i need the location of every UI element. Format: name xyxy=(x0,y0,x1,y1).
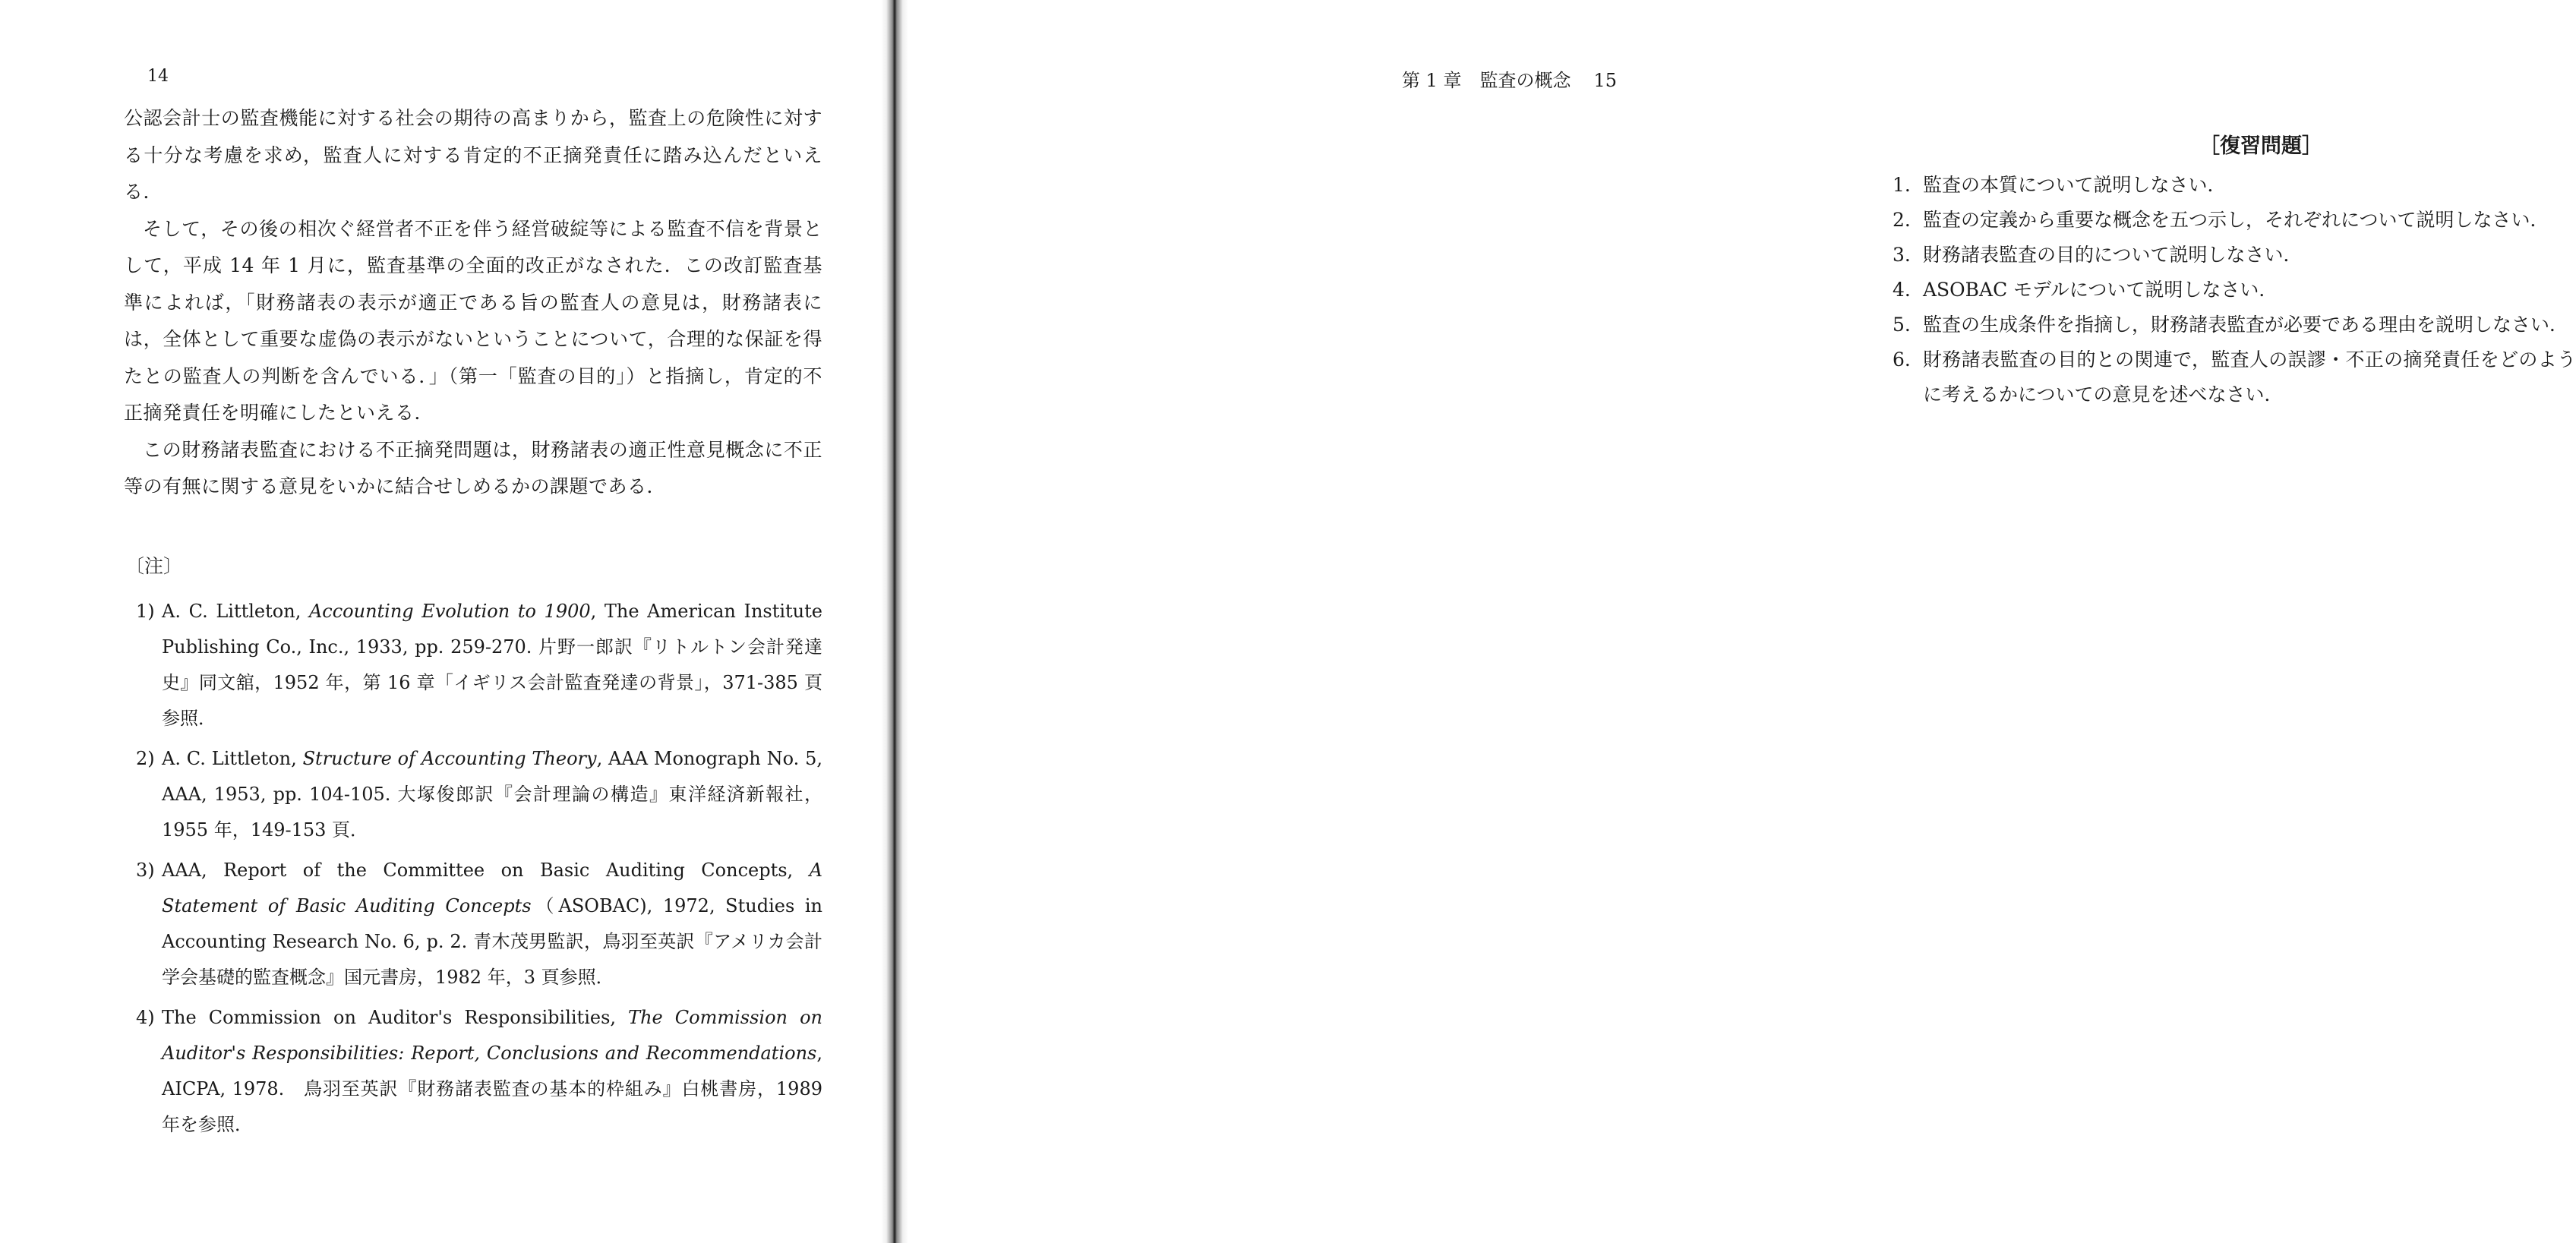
question-number: 3. xyxy=(1893,244,1911,266)
note-text-part: A. C. Littleton, xyxy=(162,748,303,769)
question-text: ASOBAC モデルについて説明しなさい． xyxy=(1923,279,2278,301)
note-book-title: Accounting Evolution to 1900 xyxy=(308,601,591,622)
paragraph: そして，その後の相次ぐ経営者不正を伴う経営破綻等による監査不信を背景として，平成 14 年 1 月に，監査基準の全面的改正がなされた．この改訂監査基準によれば，「財務諸表の表示が適正である旨の監査人の意見は，財務諸表には，全体として重要な虚偽の表示がないということについて，合理的な保証を得たとの監査人の判断を含んでいる．」（第一「監査の目的」）と指摘し，肯定的不正摘発責任を明確にしたといえる． xyxy=(124,217,822,424)
note-book-title: The Commission on Auditor's Responsibilities xyxy=(162,1007,822,1064)
note-text xyxy=(162,594,822,737)
note-text-part: A. C. Littleton, xyxy=(162,601,309,622)
review-questions xyxy=(1893,129,2576,412)
paragraph: 公認会計士の監査機能に対する社会の期待の高まりから，監査上の危険性に対する十分な考慮を求め，監査人に対する肯定的不正摘発責任に踏み込んだといえる． xyxy=(124,107,822,203)
book-gutter xyxy=(881,0,908,1243)
note-text xyxy=(162,741,822,848)
question-item xyxy=(1893,342,2576,412)
note-book-subtitle: Report, Conclusions and Recommendations xyxy=(411,1043,817,1064)
paragraph: この財務諸表監査における不正摘発問題は，財務諸表の適正性意見概念に不正等の有無に関する意見をいかに結合せしめるかの課題である． xyxy=(124,438,822,497)
note-item xyxy=(124,741,822,848)
note-text-part: , The American Institute Publishing Co., Inc., 1933, pp. 259-270. 片野一郎訳『リトルトン会計発達史』同文舘，1952 年，第 16 章「イギリス会計監査発達の背景」，371-385 頁参照． xyxy=(162,601,822,729)
question-item xyxy=(1893,308,2576,342)
question-number: 6. xyxy=(1893,349,1911,371)
note-text-part: AAA, Report of the Committee on Basic Auditing Concepts, xyxy=(162,860,810,881)
question-text: 財務諸表監査の目的について説明しなさい． xyxy=(1923,244,2303,266)
body-text xyxy=(124,100,822,506)
question-text: 監査の生成条件を指摘し，財務諸表監査が必要である理由を説明しなさい． xyxy=(1923,314,2569,336)
note-text xyxy=(162,1000,822,1143)
review-heading: ［復習問題］ xyxy=(2199,134,2322,158)
question-text: 財務諸表監査の目的との関連で，監査人の誤謬・不正の摘発責任をどのように考えるかについての意見を述べなさい． xyxy=(1923,349,2576,405)
note-item xyxy=(124,1000,822,1143)
question-item xyxy=(1893,168,2576,203)
chapter-title: 第 1 章 監査の概念 xyxy=(1401,70,1571,91)
note-text-part: （ASOBAC), 1972, Studies in Accounting Research No. 6, p. 2. 青木茂男監訳，鳥羽至英訳『アメリカ会計学会基礎的監査概念』国元書房，1982 年，3 頁参照． xyxy=(162,895,822,988)
question-item xyxy=(1893,273,2576,308)
question-item xyxy=(1893,238,2576,273)
question-item xyxy=(1893,203,2576,238)
note-number: 2) xyxy=(136,748,155,769)
question-number: 2. xyxy=(1893,209,1911,231)
question-text: 監査の本質について説明しなさい． xyxy=(1923,174,2227,196)
note-text-part: , AICPA, 1978. 鳥羽至英訳『財務諸表監査の基本的枠組み』白桃書房，1989 年を参照． xyxy=(162,1043,822,1135)
note-text xyxy=(162,853,822,995)
notes-heading: 〔注〕 xyxy=(125,555,183,577)
note-book-title: A Statement of Basic Auditing Concepts xyxy=(162,860,822,916)
note-number: 4) xyxy=(136,1007,155,1028)
note-book-title: Structure of Accounting Theory xyxy=(302,748,597,769)
question-number: 5. xyxy=(1893,314,1911,336)
note-text-part: , AAA Monograph No. 5, AAA, 1953, pp. 104-105. 大塚俊郎訳『会計理論の構造』東洋経済新報社，1955 年，149-153 頁． xyxy=(162,748,823,841)
note-text-part: : xyxy=(398,1043,412,1064)
note-item xyxy=(124,853,822,995)
note-text-part: The Commission on Auditor's Responsibilities, xyxy=(162,1007,629,1028)
question-text: 監査の定義から重要な概念を五つ示し，それぞれについて説明しなさい． xyxy=(1923,209,2549,231)
note-item xyxy=(124,594,822,737)
right-page xyxy=(908,0,2576,1243)
note-number: 1) xyxy=(136,601,155,622)
note-number: 3) xyxy=(136,860,155,881)
question-number: 4. xyxy=(1893,279,1911,301)
question-number: 1. xyxy=(1893,174,1911,196)
running-head xyxy=(1402,65,1617,92)
notes-section xyxy=(124,551,822,1147)
left-page xyxy=(0,0,881,1243)
page-number-left: 14 xyxy=(147,67,169,86)
page-number-right: 15 xyxy=(1593,70,1617,91)
